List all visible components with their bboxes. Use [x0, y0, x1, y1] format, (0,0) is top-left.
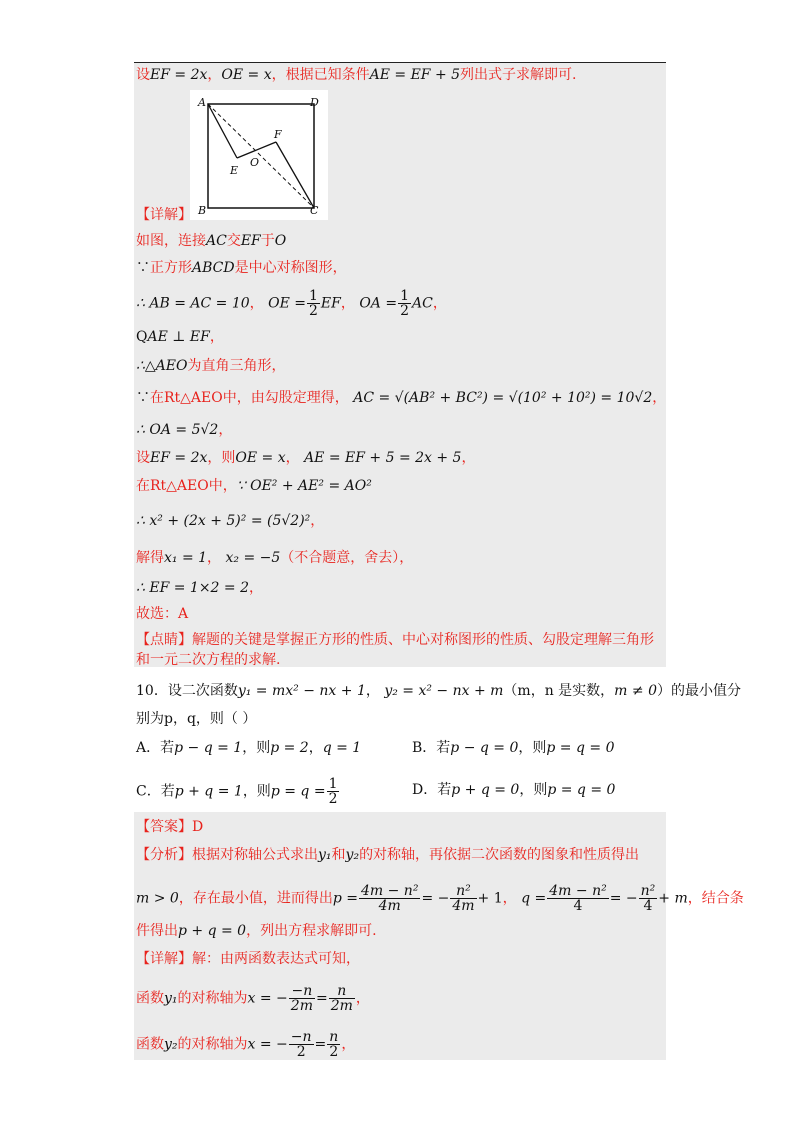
text: ，根据已知条件 — [271, 67, 370, 83]
numerator: 4m − n² — [549, 883, 607, 899]
fraction — [329, 984, 355, 1013]
denominator: 2m — [330, 998, 353, 1014]
numerator: n — [329, 984, 355, 999]
step-1 — [136, 232, 286, 250]
text: 的对称轴为 — [177, 1036, 248, 1053]
text: 10．设二次函数 — [136, 683, 238, 699]
numerator: 1 — [400, 288, 410, 304]
detail-heading: 【详解】 — [136, 207, 192, 223]
step-7 — [136, 421, 232, 439]
text: 函数 — [136, 990, 164, 1007]
text: 是中心对称图形， — [234, 260, 347, 276]
square-diagram — [190, 90, 328, 220]
step-12 — [136, 579, 263, 597]
text: ， — [310, 513, 325, 529]
math: ∴ AB = AC = 10 — [136, 295, 250, 312]
q10-stem-2: 别为p，q，则（ ） — [136, 711, 257, 727]
math: p − q = 1 — [174, 740, 243, 756]
segment-ae — [208, 104, 237, 158]
fraction — [289, 1030, 314, 1059]
fraction — [327, 777, 340, 806]
math: ∴ OA = 5√2 — [136, 422, 219, 438]
math: EF = 2x — [150, 450, 208, 466]
text: 件得出 — [136, 923, 178, 939]
denominator: 2 — [328, 791, 338, 807]
q10-stem-1 — [136, 682, 741, 700]
math: p + q = 0 — [451, 782, 520, 798]
step-5 — [136, 357, 285, 375]
text: 函数 — [136, 1036, 164, 1053]
text: 设 — [136, 450, 150, 466]
math: AE = EF + 5 = 2x + 5 — [304, 450, 462, 466]
text: 在Rt△AEO中，由勾股定理得， — [150, 390, 349, 406]
math: m ≠ 0 — [614, 683, 657, 699]
math: ∴ x² + (2x + 5)² = (5√2)² — [136, 513, 311, 529]
text: B．若 — [412, 740, 451, 756]
text: （m，n 是实数， — [503, 683, 615, 699]
step-2 — [136, 259, 347, 277]
math: AC = √(AB² + BC²) = √(10² + 10²) = 10√2 — [353, 390, 653, 406]
fraction — [398, 289, 411, 318]
denominator: 2 — [400, 303, 410, 319]
math: O — [274, 233, 287, 249]
text: ， — [502, 890, 517, 907]
label-f: F — [274, 128, 282, 141]
text: ， — [341, 1036, 356, 1053]
text: ， — [207, 550, 222, 566]
denominator: 2m — [290, 998, 313, 1014]
math: ABCD — [192, 260, 235, 276]
math: AC — [412, 295, 433, 312]
text: ， — [355, 990, 370, 1007]
text: ， — [432, 295, 447, 312]
math: EF — [320, 295, 341, 312]
numerator: 4m − n² — [360, 883, 419, 899]
math: OE = x — [235, 450, 286, 466]
math: EF — [240, 233, 261, 249]
detail-10-line — [136, 950, 360, 968]
math: p = q = 0 — [547, 782, 616, 798]
answer-line: 【答案】D — [136, 819, 204, 835]
numerator: −n — [290, 1029, 312, 1045]
text: 解得 — [136, 550, 164, 566]
comment-line-1 — [136, 631, 654, 649]
text: ， — [365, 683, 380, 699]
text: 设 — [136, 67, 150, 83]
text: ，则 — [242, 783, 271, 800]
math: p = — [332, 890, 358, 907]
text: 如图，连接 — [136, 233, 206, 249]
diagonal-ac — [208, 104, 314, 208]
analysis-line — [136, 66, 577, 84]
text: A．若 — [136, 740, 175, 756]
text: ， — [285, 450, 300, 466]
step-9 — [136, 477, 372, 495]
label-c: C — [310, 204, 319, 217]
denominator: 2 — [329, 1044, 339, 1060]
text: 解题的关键是掌握正方形的性质、中心对称图形的性质、勾股定理解三角形 — [192, 632, 654, 648]
text: ，则 — [207, 450, 236, 466]
numerator: n² — [640, 883, 656, 899]
text: 和 — [331, 847, 346, 863]
axis-y2-line — [136, 1030, 355, 1059]
math: ∴ EF = 1×2 = 2 — [136, 580, 250, 596]
text: 为直角三角形， — [187, 358, 286, 374]
text: 交 — [226, 233, 241, 249]
numerator: 1 — [309, 288, 318, 304]
fraction — [547, 884, 608, 913]
step-3 — [136, 289, 447, 318]
analysis-10-line-2 — [136, 884, 744, 913]
math: AE = EF + 5 — [369, 67, 461, 83]
fraction — [327, 1030, 340, 1059]
denominator: 2 — [296, 1044, 306, 1060]
math: OE = — [268, 295, 306, 312]
math: q = — [521, 890, 547, 907]
math: OA = — [359, 295, 398, 312]
math: p = q = 0 — [546, 740, 615, 756]
math: y₁ — [164, 990, 178, 1007]
math: ∴△AEO — [136, 358, 188, 374]
denominator: 2 — [309, 303, 318, 319]
text: ，则 — [518, 740, 547, 756]
math: y₁ = mx² − nx + 1 — [237, 683, 366, 699]
math: = — [315, 990, 328, 1007]
step-11 — [136, 549, 413, 567]
numerator: n — [329, 1029, 339, 1045]
text: ，结合条 — [687, 890, 744, 907]
math: p + q = 0 — [178, 923, 247, 939]
denominator: 4m — [452, 898, 475, 914]
text: 解：由两函数表达式可知， — [192, 951, 360, 967]
math: y₂ — [164, 1036, 178, 1053]
math: x₂ = −5 — [225, 550, 281, 566]
math: EF = 2x — [150, 67, 208, 83]
detail-tag: 【详解】 — [136, 951, 192, 967]
fraction — [289, 984, 315, 1013]
text: 的对称轴，再依据二次函数的图象和性质得出 — [359, 847, 640, 863]
text: ， — [340, 295, 355, 312]
text: ，则 — [242, 740, 271, 756]
denominator: 4 — [573, 898, 583, 914]
text: 列出式子求解即可. — [460, 67, 577, 83]
text: D．若 — [412, 782, 452, 798]
text: ， — [218, 422, 233, 438]
text: 正方形 — [150, 260, 192, 276]
math: = − — [609, 890, 638, 907]
label-d: D — [310, 96, 319, 109]
math: AC — [206, 233, 227, 249]
text: 在Rt△AEO中， — [136, 478, 237, 494]
text: ，则 — [519, 782, 548, 798]
numerator: n² — [450, 884, 476, 899]
axis-y1-line — [136, 984, 370, 1013]
step-6 — [136, 389, 666, 407]
denominator: 4 — [643, 898, 653, 914]
option-c — [136, 777, 340, 806]
text: ， — [652, 390, 667, 406]
text: ， — [461, 450, 476, 466]
label-e: E — [230, 164, 239, 177]
text: 【分析】根据对称轴公式求出 — [136, 847, 318, 863]
fraction — [639, 884, 658, 913]
label-b: B — [198, 204, 207, 217]
math: OE = x — [221, 67, 272, 83]
math: p = q = — [270, 783, 326, 800]
text: ）的最小值分 — [657, 683, 741, 699]
denominator: 4m — [378, 898, 401, 914]
text: C．若 — [136, 783, 175, 800]
fraction — [450, 884, 476, 913]
text: ， — [308, 740, 323, 756]
math: = − — [421, 890, 450, 907]
math: AE ⊥ EF — [147, 329, 210, 345]
math: y₂ — [345, 847, 360, 863]
comment-line-2: 和一元二次方程的求解. — [136, 652, 281, 668]
math: = — [314, 1036, 327, 1053]
option-a — [136, 739, 361, 757]
segment-fc — [276, 142, 314, 208]
text: 的对称轴为 — [177, 990, 248, 1007]
math: + m — [658, 890, 688, 907]
option-d — [412, 781, 615, 799]
numerator: −n — [289, 984, 315, 999]
math: p = 2 — [270, 740, 309, 756]
comment-tag: 【点睛】 — [136, 632, 192, 648]
step-4 — [136, 328, 224, 346]
analysis-10-line-1 — [136, 846, 639, 864]
text: ， — [207, 67, 222, 83]
math: ∵ — [136, 260, 150, 276]
text: ， — [209, 329, 224, 345]
label-o: O — [250, 156, 260, 169]
math: Q — [136, 329, 148, 345]
math: ∵ — [136, 390, 150, 406]
step-8 — [136, 449, 475, 467]
text: ，列出方程求解即可. — [246, 923, 377, 939]
square-figure — [190, 90, 328, 220]
step-10 — [136, 512, 324, 530]
math: y₂ = x² − nx + m — [384, 683, 504, 699]
text: （不合题意，舍去）， — [280, 550, 414, 566]
math: x₁ = 1 — [164, 550, 208, 566]
text: ， — [249, 295, 264, 312]
analysis-10-line-3 — [136, 922, 377, 940]
option-b — [412, 739, 614, 757]
text: ，存在最小值，进而得出 — [178, 890, 333, 907]
math: ∵ OE² + AE² = AO² — [236, 478, 372, 494]
choice-line: 故选：A — [136, 606, 189, 622]
math: m > 0 — [136, 890, 179, 907]
fraction — [359, 884, 420, 913]
text: 于 — [260, 233, 275, 249]
math: x = − — [247, 990, 288, 1007]
label-a: A — [198, 96, 206, 109]
numerator: 1 — [328, 776, 338, 792]
fraction — [307, 289, 320, 318]
math: y₁ — [318, 847, 332, 863]
math: + 1 — [477, 890, 503, 907]
text: ， — [249, 580, 264, 596]
math: x = − — [247, 1036, 288, 1053]
math: q = 1 — [322, 740, 362, 756]
math: p − q = 0 — [450, 740, 519, 756]
math: p + q = 1 — [174, 783, 243, 800]
